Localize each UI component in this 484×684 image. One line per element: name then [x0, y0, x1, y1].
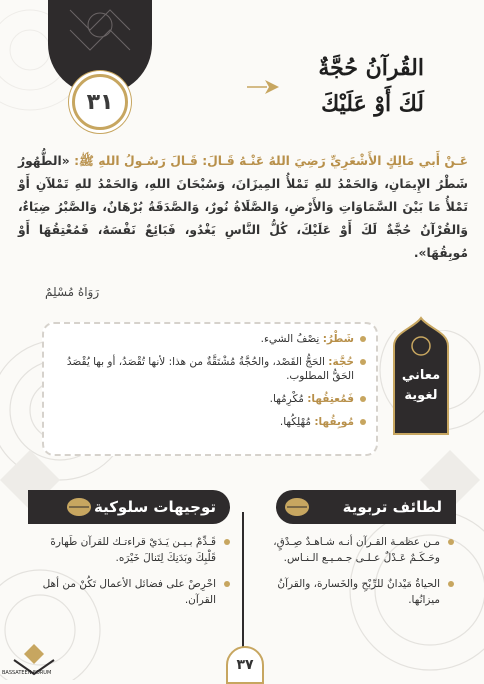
hadith-text [18, 150, 468, 265]
bullet-icon [360, 396, 366, 402]
behavioral-list [30, 534, 230, 618]
vocabulary-list [46, 332, 366, 438]
list-item [264, 576, 454, 608]
vocabulary-meaning: نِصْفُ الشيء. [260, 333, 323, 345]
educational-list [264, 534, 454, 618]
page-number: ٣٧ [226, 646, 264, 684]
vocabulary-label [392, 366, 450, 406]
list-item-text: الحياةُ مَيْدانٌ للرِّبْحِ والخَسارة، والقرآنُ ميزانُها. [277, 578, 440, 606]
vocabulary-term: شَطْرُ: [322, 333, 354, 345]
lesson-title [244, 50, 424, 122]
tab-pattern [60, 0, 140, 70]
bullet-icon [360, 336, 366, 342]
vocabulary-term: مُوبِقُها: [314, 416, 354, 428]
bullet-icon [224, 581, 230, 587]
bullet-icon [448, 581, 454, 587]
vocabulary-term: فَمُعتِقُها: [307, 393, 354, 405]
vocabulary-meaning: مُهْلِكُها. [279, 416, 315, 428]
list-item-text: احْرِصْ على فضائل الأعمال تَكُنْ من أهل القرآن. [42, 578, 216, 606]
behavioral-header [28, 490, 230, 524]
hadith-source: رَوَاهُ مُسْلِمٌ [45, 285, 100, 299]
behavioral-header-label: توجيهات سلوكية [93, 498, 216, 516]
bullet-icon [360, 419, 366, 425]
lesson-number: ٣١ [72, 74, 128, 130]
leaf-icon [282, 492, 312, 522]
hadith-intro: عَـنْ أَبي مَالِكٍ الأَشْعَرِيِّ رَضِيَ اللهُ عَنْـهُ قَـالَ: قَـالَ رَسُـولُ اللهِ ﷺ: [74, 154, 469, 168]
title-line-2: لَكَ أَوْ عَلَيْكَ [321, 91, 424, 117]
title-line-1: القُرآنُ حُجَّةٌ [318, 55, 424, 81]
hadith-body: «الطُّهُورُ شَطْرُ الإِيمَانِ، وَالحَمْدُ للهِ تَمْلأُ المِيزَانَ، وَسُبْحَانَ اللهِ، وَالحَمْدُ للهِ تَمْلآنِ أَوْ تَمْلأُ مَا بَيْنَ السَّمَاوَاتِ وَالأَرْضِ، وَالصَّلَاةُ نُورٌ، وَالصَّدَقَةُ بُرْهَانٌ، وَالصَّبْرُ ضِيَاءٌ، وَالقُرْآنُ حُجَّةٌ لَكَ أَوْ عَلَيْكَ، كُلُّ النَّاسِ يَغْدُو، فَبَائِعٌ نَفْسَهُ، فَمُعْتِقُهَا أَوْ مُوبِقُهَا». [18, 154, 468, 260]
vocabulary-item [46, 355, 366, 383]
bullet-icon [360, 359, 366, 365]
leaf-icon [64, 492, 94, 522]
vocabulary-term: حُجَّة: [328, 356, 354, 368]
vocabulary-meaning: الحَجُّ القَصْد، والحُجَّةُ مُشْتَقَّةٌ من هذا: لأنها تُقْصَدُ، أو بها يُقْصَدُ الحَقُّ المطلوب. [66, 356, 354, 382]
educational-header-label: لطائف تربوية [342, 498, 442, 516]
vocabulary-item [46, 415, 366, 429]
list-item [264, 534, 454, 566]
list-item-text: مـن عظمـة القـرآن أنـه شـاهـدٌ صِـدْقٍ، وحَـكَـمٌ عَـدْلٌ عـلـى جـمـيـع الـنـاس. [273, 536, 440, 564]
bullet-icon [224, 539, 230, 545]
vocabulary-item [46, 392, 366, 406]
forum-logo-text: BASSATEEN FORUM [2, 670, 52, 676]
vocabulary-meaning: مُكْرِمُها. [269, 393, 308, 405]
vocabulary-item [46, 332, 366, 346]
vocabulary-label-line-2: لغوية [404, 388, 438, 403]
column-divider [242, 512, 244, 662]
vocabulary-label-line-1: معاني [401, 368, 441, 383]
list-item-text: قَـدِّمْ بـيـن يَـدَيْ قراءتـك للقرآن طَهارةَ قَلْبِكَ وبَدَنِكَ لِتَنالَ خَيْرَه. [50, 536, 216, 564]
list-item [30, 534, 230, 566]
list-item [30, 576, 230, 608]
bullet-icon [448, 539, 454, 545]
